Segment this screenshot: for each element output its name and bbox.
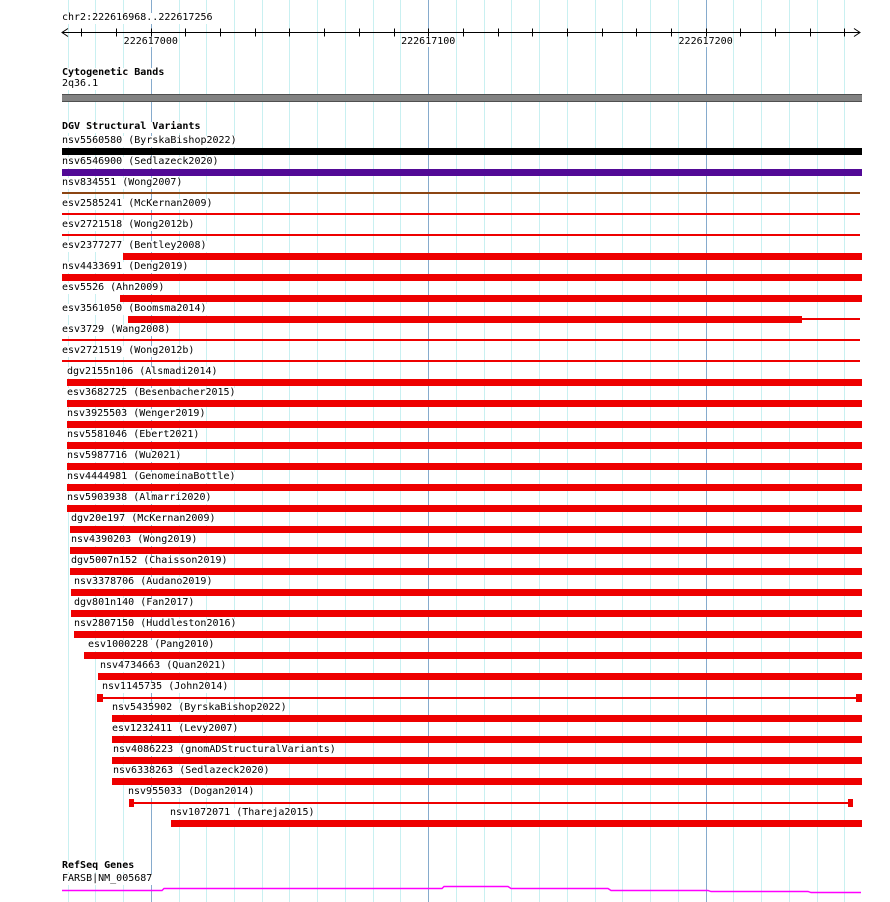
variant-bar[interactable] [62,148,862,155]
variant-bar[interactable] [70,547,862,554]
dgv-track-title: DGV Structural Variants [62,121,201,132]
variant-label: nsv1072071 (Thareja2015) [170,807,315,818]
minor-gridline [456,0,457,902]
variant-bar[interactable] [62,360,860,362]
refseq-gene-line[interactable] [62,887,861,893]
variant-bar[interactable] [71,610,862,617]
minor-gridline [289,0,290,902]
variant-bar[interactable] [74,631,862,638]
variant-bar[interactable] [112,778,862,785]
minor-gridline [511,0,512,902]
variant-label: dgv5007n152 (Chaisson2019) [71,555,228,566]
variant-bar[interactable] [112,736,862,743]
variant-label: nsv5435902 (ByrskaBishop2022) [112,702,287,713]
variant-bar[interactable] [67,379,862,386]
variant-label: nsv5987716 (Wu2021) [67,450,182,461]
variant-bar[interactable] [70,526,862,533]
minor-gridline [539,0,540,902]
variant-label: nsv4734663 (Quan2021) [100,660,227,671]
cytoband-name: 2q36.1 [62,78,99,89]
variant-bar[interactable] [84,652,862,659]
minor-gridline [595,0,596,902]
variant-bar[interactable] [171,820,862,827]
minor-gridline [761,0,762,902]
variant-bar[interactable] [848,799,853,807]
variant-label: esv1232411 (Levy2007) [112,723,239,734]
major-gridline [428,0,429,902]
region-label: chr2:222616968..222617256 [62,12,213,23]
ruler-tick-label: 222617100 [401,36,456,47]
minor-gridline [317,0,318,902]
minor-gridline [844,0,845,902]
variant-label: nsv3925503 (Wenger2019) [67,408,206,419]
variant-label: esv3729 (Wang2008) [62,324,171,335]
minor-gridline [733,0,734,902]
variant-label: esv2721518 (Wong2012b) [62,219,195,230]
variant-bar[interactable] [67,463,862,470]
variant-label: nsv4444981 (GenomeinaBottle) [67,471,236,482]
variant-bar[interactable] [62,192,860,194]
ruler-right-arrow-icon [854,29,860,37]
variant-label: nsv1145735 (John2014) [102,681,229,692]
minor-gridline [345,0,346,902]
variant-bar[interactable] [62,213,860,215]
variant-bar[interactable] [67,442,862,449]
variant-bar[interactable] [62,234,860,236]
cytoband-bar[interactable] [62,94,862,102]
ruler-tick-label: 222617000 [123,36,178,47]
variant-bar[interactable] [62,274,862,281]
variant-label: esv1000228 (Pang2010) [88,639,215,650]
minor-gridline [789,0,790,902]
variant-label: dgv801n140 (Fan2017) [74,597,195,608]
variant-bar[interactable] [120,295,862,302]
variant-bar[interactable] [856,694,862,702]
variant-bar[interactable] [103,697,856,699]
variant-label: nsv6546900 (Sedlazeck2020) [62,156,219,167]
variant-label: nsv4433691 (Deng2019) [62,261,189,272]
minor-gridline [622,0,623,902]
variant-bar[interactable] [112,757,862,764]
variant-label: nsv3378706 (Audano2019) [74,576,213,587]
variant-bar[interactable] [67,484,862,491]
minor-gridline [678,0,679,902]
minor-gridline [373,0,374,902]
minor-gridline [817,0,818,902]
variant-label: nsv4390203 (Wong2019) [71,534,198,545]
minor-gridline [400,0,401,902]
variant-bar[interactable] [67,400,862,407]
variant-label: nsv4086223 (gnomADStructuralVariants) [113,744,336,755]
variant-label: dgv2155n106 (Alsmadi2014) [67,366,218,377]
variant-bar[interactable] [62,169,862,176]
minor-gridline [650,0,651,902]
variant-bar[interactable] [112,715,862,722]
variant-label: esv2721519 (Wong2012b) [62,345,195,356]
variant-bar[interactable] [128,316,802,323]
variant-label: nsv5581046 (Ebert2021) [67,429,200,440]
refseq-gene-name: FARSB|NM_005687 [62,873,153,884]
variant-label: esv2377277 (Bentley2008) [62,240,207,251]
variant-label: nsv5560580 (ByrskaBishop2022) [62,135,237,146]
variant-bar[interactable] [67,505,862,512]
variant-label: dgv20e197 (McKernan2009) [71,513,216,524]
minor-gridline [484,0,485,902]
variant-label: nsv834551 (Wong2007) [62,177,183,188]
variant-label: esv3561050 (Boomsma2014) [62,303,207,314]
refseq-track-title: RefSeq Genes [62,860,135,871]
variant-bar[interactable] [70,568,862,575]
variant-bar[interactable] [98,673,862,680]
major-gridline [706,0,707,902]
variant-label: esv3682725 (Besenbacher2015) [67,387,236,398]
cytoband-track-title: Cytogenetic Bands [62,67,165,78]
variant-bar[interactable] [123,253,862,260]
variant-bar[interactable] [67,421,862,428]
variant-label: esv5526 (Ahn2009) [62,282,165,293]
variant-bar[interactable] [62,339,860,341]
variant-label: nsv5903938 (Almarri2020) [67,492,212,503]
variant-bar[interactable] [802,318,860,320]
variant-label: nsv6338263 (Sedlazeck2020) [113,765,270,776]
variant-bar[interactable] [71,589,862,596]
variant-label: esv2585241 (McKernan2009) [62,198,213,209]
ruler-tick-label: 222617200 [678,36,733,47]
variant-bar[interactable] [134,802,848,804]
variant-label: nsv2807150 (Huddleston2016) [74,618,237,629]
minor-gridline [567,0,568,902]
variant-label: nsv955033 (Dogan2014) [128,786,255,797]
